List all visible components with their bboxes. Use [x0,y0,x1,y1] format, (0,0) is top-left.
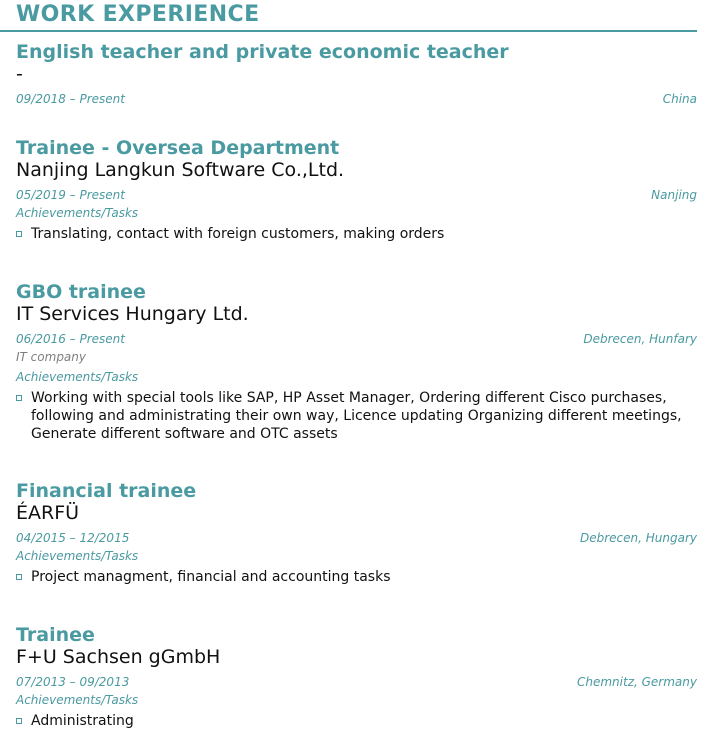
location: Debrecen, Hungary [579,530,697,545]
tasks-label: Achievements/Tasks [16,370,139,384]
employer-name: IT Services Hungary Ltd. [16,303,249,325]
section-title: WORK EXPERIENCE [16,2,260,27]
square-bullet-icon [16,231,22,237]
experience-entry [16,41,697,109]
task-text: Translating, contact with foreign customers, making orders [31,226,445,242]
employer-name: F+U Sachsen gGmbH [16,646,221,668]
task-item [16,225,697,243]
date-location-row [16,671,697,692]
employer-description: IT company [16,350,86,364]
experience-entry [16,137,697,243]
location: Debrecen, Hunfary [583,331,697,346]
task-text: Project managment, financial and accounting tasks [31,569,391,585]
tasks-label: Achievements/Tasks [16,693,139,707]
date-location-row [16,184,697,205]
date-range: 06/2016 – Present [16,331,125,346]
date-location-row [16,328,697,349]
experience-entry [16,480,697,586]
tasks-label: Achievements/Tasks [16,206,139,220]
task-item [16,712,697,730]
date-range: 04/2015 – 12/2015 [16,530,130,545]
task-list [16,225,697,243]
job-title: English teacher and private economic teacher [16,41,509,63]
location: Chemnitz, Germany [577,674,697,689]
section-divider [0,30,697,32]
square-bullet-icon [16,574,22,580]
job-title: GBO trainee [16,281,146,303]
job-title: Trainee [16,624,95,646]
employer-name: ÉARFÜ [16,502,80,524]
location: Nanjing [651,187,697,202]
date-range: 09/2018 – Present [16,91,125,106]
date-location-row [16,527,697,548]
task-text: Working with special tools like SAP, HP Asset Manager, Ordering different Cisco purchases, following and administrating their own way, Licence updating Organizing different meetings, Generate different software and OTC assets [31,390,682,442]
task-item [16,568,697,586]
employer-name: - [16,63,23,85]
job-title: Financial trainee [16,480,197,502]
date-range: 05/2019 – Present [16,187,125,202]
job-title: Trainee - Oversea Department [16,137,340,159]
experience-entry [16,624,697,730]
task-item [16,389,697,443]
square-bullet-icon [16,395,22,401]
task-list [16,712,697,730]
task-text: Administrating [31,713,134,729]
date-range: 07/2013 – 09/2013 [16,674,130,689]
task-list [16,568,697,586]
date-location-row [16,88,697,109]
employer-name: Nanjing Langkun Software Co.,Ltd. [16,159,345,181]
square-bullet-icon [16,718,22,724]
task-list [16,389,697,443]
tasks-label: Achievements/Tasks [16,549,139,563]
experience-entry [16,281,697,443]
location: China [662,91,697,106]
